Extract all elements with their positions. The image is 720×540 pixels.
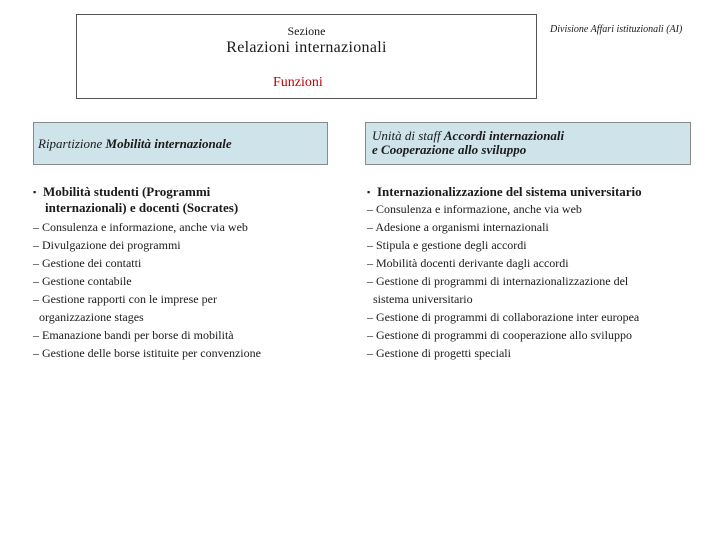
list-item-continuation: sistema universitario xyxy=(373,292,473,306)
unit-name-line2: e Cooperazione allo sviluppo xyxy=(372,142,527,157)
unit-name: Mobilità internazionale xyxy=(105,136,232,151)
list-item: – Gestione di programmi di collaborazione inter europea xyxy=(367,310,640,324)
unit-box-agreements xyxy=(365,122,691,165)
list-item: – Divulgazione dei programmi xyxy=(33,238,181,252)
unit-prefix: Ripartizione xyxy=(38,136,103,151)
list-item: – Consulenza e informazione, anche via web xyxy=(33,220,248,234)
division-label: Divisione Affari istituzionali (AI) xyxy=(550,24,683,35)
list-main-item xyxy=(33,184,333,216)
bullet-icon: ▪ xyxy=(33,187,37,197)
unit-name-line1: Accordi internazionali xyxy=(443,128,565,143)
agreements-functions-list xyxy=(367,184,697,362)
list-item: – Gestione di programmi di internazionalizzazione del xyxy=(367,274,629,288)
list-item: – Adesione a organismi internazionali xyxy=(367,220,549,234)
list-item: – Gestione di programmi di cooperazione allo sviluppo xyxy=(367,328,632,342)
list-item: – Gestione rapporti con le imprese per xyxy=(33,292,217,306)
list-item: – Mobilità docenti derivante dagli accordi xyxy=(367,256,569,270)
functions-label: Funzioni xyxy=(273,75,323,90)
list-item: – Gestione dei contatti xyxy=(33,256,142,270)
section-title: Relazioni internazionali xyxy=(226,39,387,56)
unit-box-mobility xyxy=(33,122,328,165)
bullet-icon: ▪ xyxy=(367,187,371,197)
section-label: Sezione xyxy=(287,24,326,38)
list-item: – Gestione delle borse istituite per convenzione xyxy=(33,346,261,360)
list-item: – Consulenza e informazione, anche via web xyxy=(367,202,582,216)
list-item: – Gestione di progetti speciali xyxy=(367,346,511,360)
list-item: – Stipula e gestione degli accordi xyxy=(367,238,527,252)
main-item-text: Internazionalizzazione del sistema universitario xyxy=(377,184,642,199)
list-item: – Emanazione bandi per borse di mobilità xyxy=(33,328,234,342)
unit-prefix: Unità di staff xyxy=(372,128,441,143)
list-item: – Gestione contabile xyxy=(33,274,132,288)
list-item-continuation: organizzazione stages xyxy=(39,310,144,324)
main-item-line1: Mobilità studenti (Programmi xyxy=(43,184,211,199)
main-item-line2: internazionali) e docenti (Socrates) xyxy=(45,200,239,215)
mobility-functions-list xyxy=(33,184,333,362)
list-main-item xyxy=(367,184,697,200)
